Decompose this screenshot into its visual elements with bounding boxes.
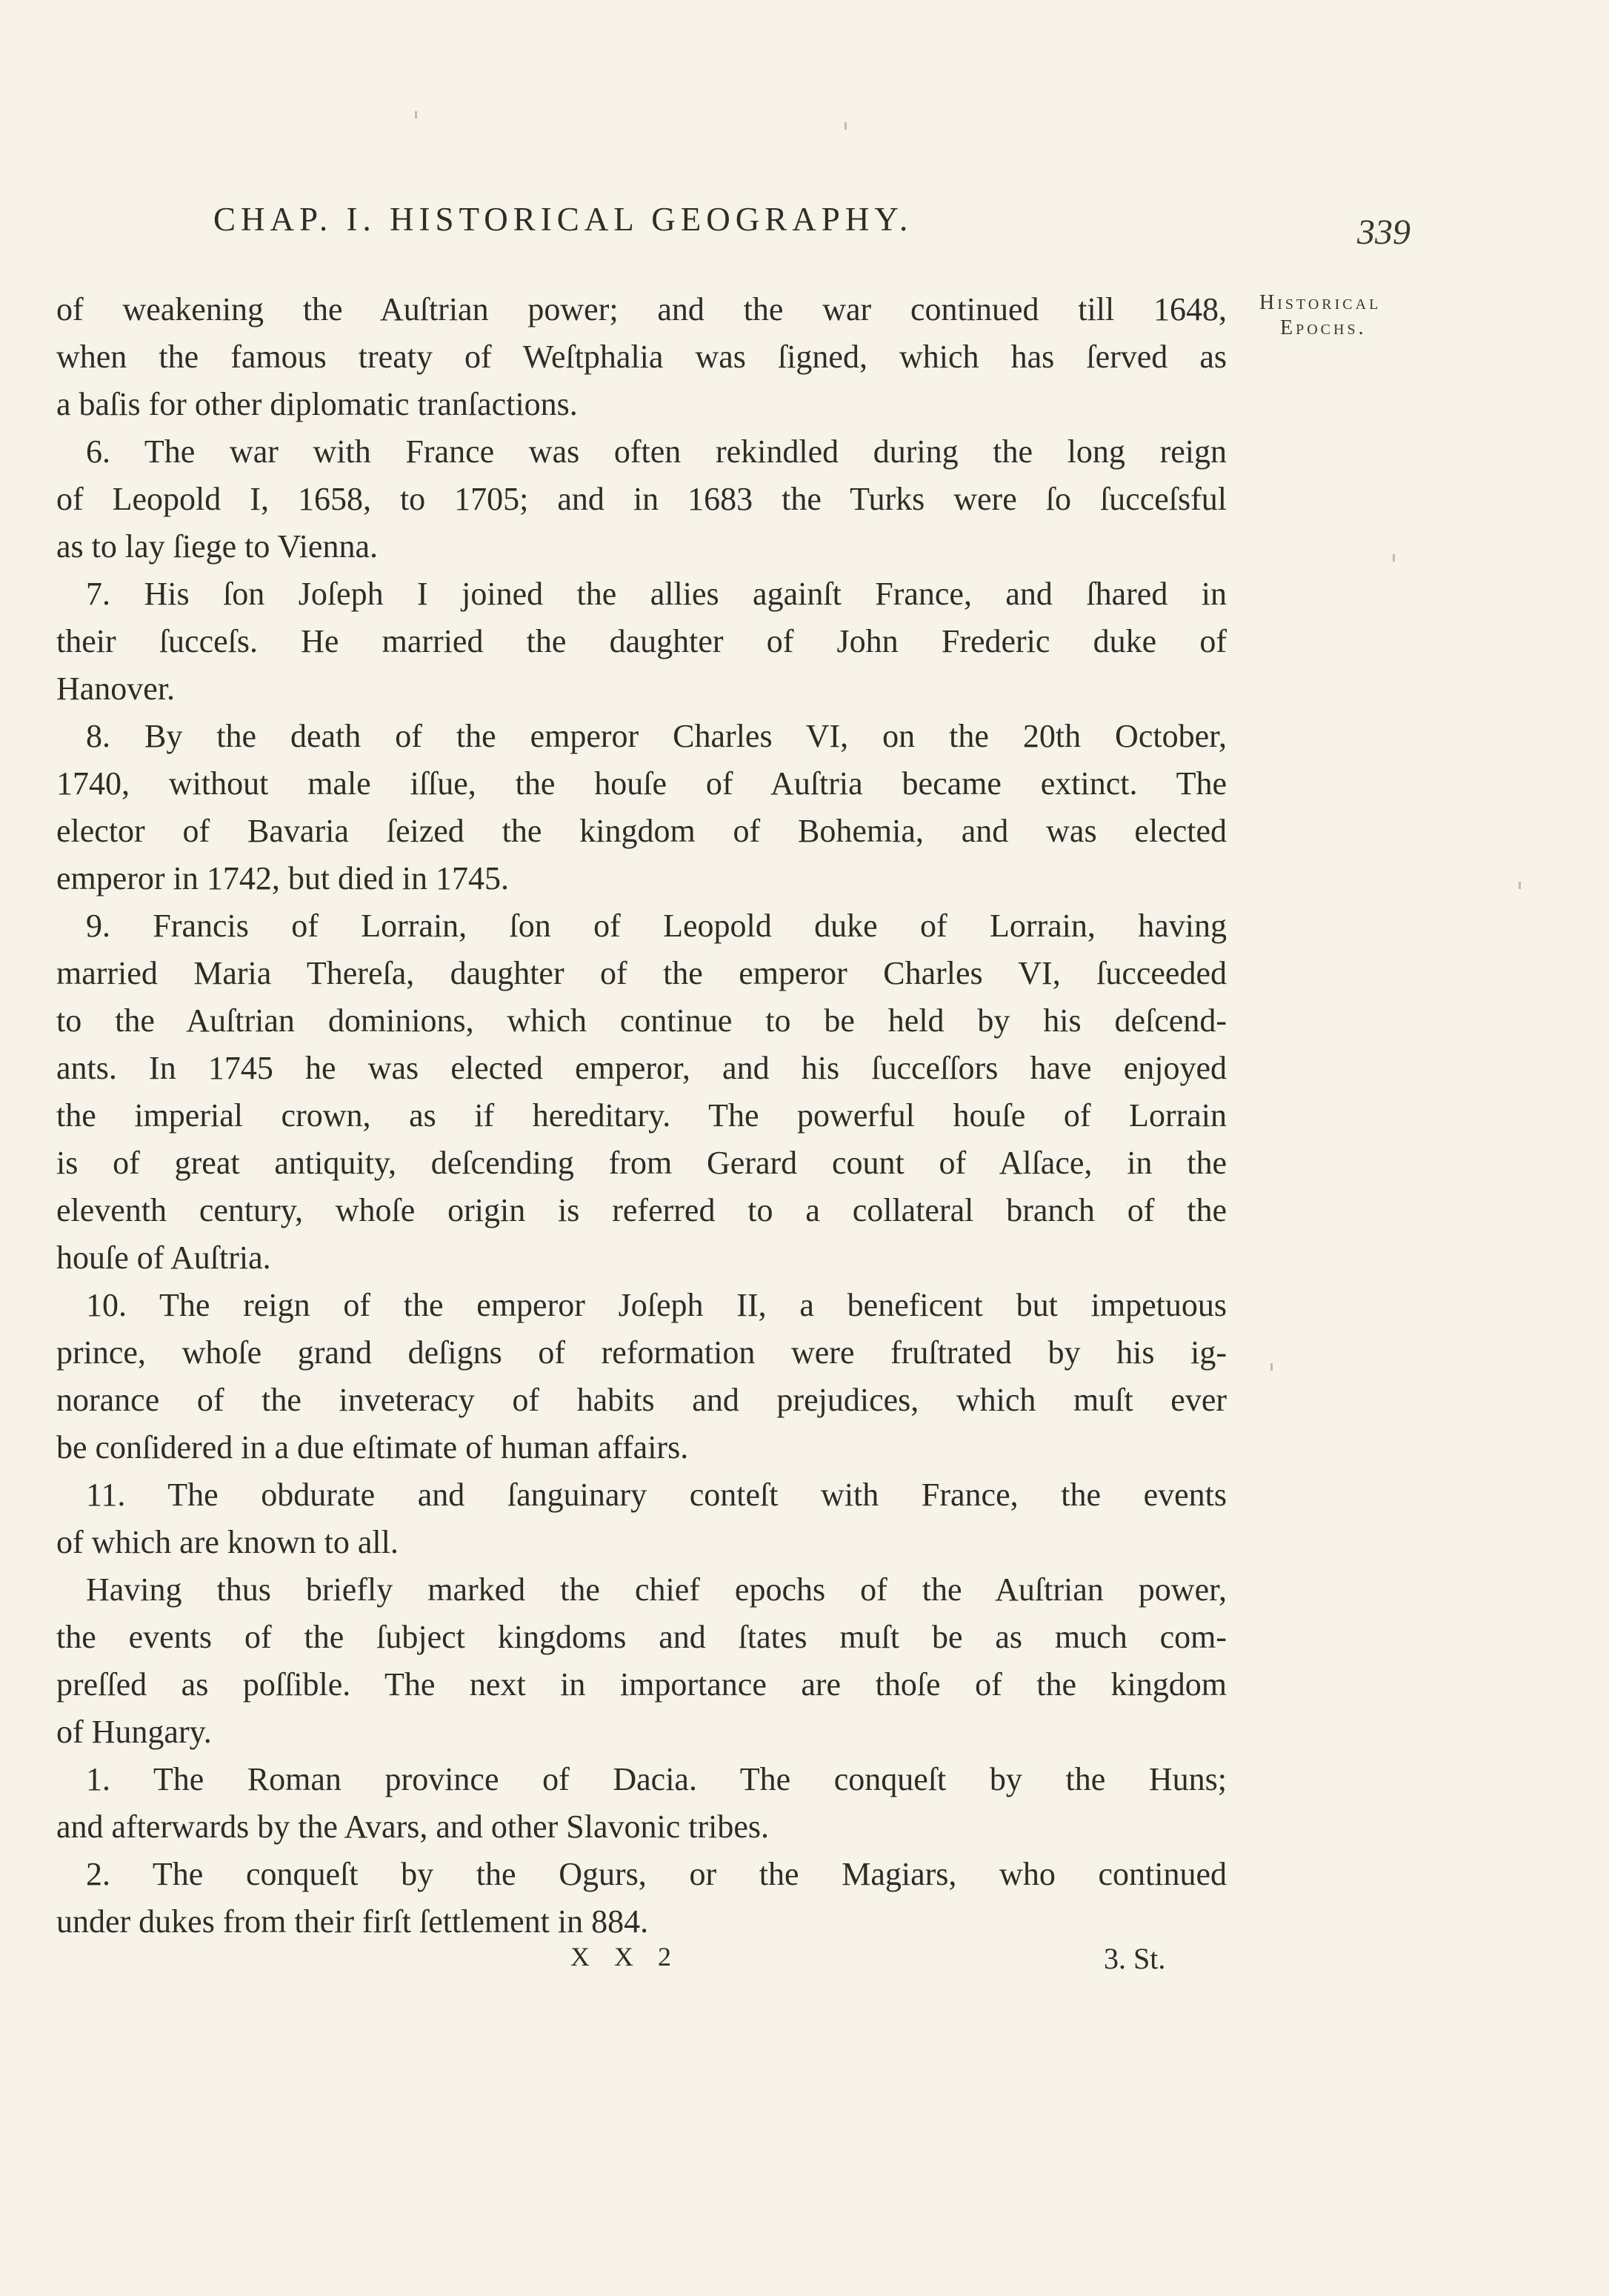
text-line: 1. The Roman province of Dacia. The conqueſt by the Huns;: [86, 1761, 1227, 1797]
paper-speck: [845, 122, 847, 130]
text-line: eleventh century, whoſe origin is referred to a collateral branch of the: [56, 1192, 1227, 1228]
text-line: as to lay ſiege to Vienna.: [56, 528, 378, 565]
paper-speck: [1519, 882, 1521, 889]
signature-mark: X X 2: [570, 1942, 680, 1971]
marginal-note-line: Epochs.: [1280, 316, 1367, 339]
body-text: [56, 286, 1227, 1946]
text-line: 6. The war with France was often rekindled during the long reign: [86, 433, 1227, 470]
text-line: 7. His ſon Joſeph I joined the allies againſt France, and ſhared in: [86, 576, 1227, 612]
text-line: 1740, without male iſſue, the houſe of Auſtria became extinct. The: [56, 765, 1227, 802]
text-line: Hanover.: [56, 671, 176, 707]
text-line: a baſis for other diplomatic tranſactions.: [56, 386, 578, 422]
running-head: CHAP. I. HISTORICAL GEOGRAPHY.: [213, 201, 913, 238]
marginal-note-line: Historical: [1259, 291, 1382, 314]
text-line: houſe of Auſtria.: [56, 1239, 271, 1276]
paper-speck: [1270, 1363, 1273, 1371]
text-line: Having thus briefly marked the chief epochs of the Auſtrian power,: [86, 1571, 1227, 1608]
text-line: preſſed as poſſible. The next in importance are thoſe of the kingdom: [56, 1666, 1227, 1703]
catchword: 3. St.: [1104, 1942, 1166, 1975]
text-line: of which are known to all.: [56, 1524, 399, 1560]
text-line: and afterwards by the Avars, and other Slavonic tribes.: [56, 1808, 770, 1845]
page-number: 339: [1357, 213, 1410, 252]
text-line: to the Auſtrian dominions, which continue to be held by his deſcend-: [56, 1002, 1227, 1039]
text-line: prince, whoſe grand deſigns of reformation were fruſtrated by his ig-: [56, 1334, 1227, 1371]
text-line: the events of the ſubject kingdoms and ſtates muſt be as much com-: [56, 1619, 1227, 1655]
text-line: the imperial crown, as if hereditary. The powerful houſe of Lorrain: [56, 1097, 1227, 1134]
text-line: when the famous treaty of Weſtphalia was ſigned, which has ſerved as: [56, 339, 1227, 375]
text-line: of weakening the Auſtrian power; and the war continued till 1648,: [56, 291, 1227, 327]
text-line: 11. The obdurate and ſanguinary conteſt with France, the events: [86, 1477, 1227, 1513]
paper-speck: [1393, 554, 1395, 562]
text-line: 2. The conqueſt by the Ogurs, or the Magiars, who continued: [86, 1856, 1227, 1892]
text-line: elector of Bavaria ſeized the kingdom of Bohemia, and was elected: [56, 813, 1227, 849]
text-line: their ſucceſs. He married the daughter of John Frederic duke of: [56, 623, 1227, 659]
text-line: be conſidered in a due eſtimate of human affairs.: [56, 1429, 689, 1465]
text-line: of Leopold I, 1658, to 1705; and in 1683 the Turks were ſo ſucceſsful: [56, 481, 1227, 517]
text-line: norance of the inveteracy of habits and prejudices, which muſt ever: [56, 1382, 1227, 1418]
page-footer: [0, 1941, 1609, 1986]
text-line: 8. By the death of the emperor Charles VI, on the 20th October,: [86, 718, 1227, 754]
text-line: emperor in 1742, but died in 1745.: [56, 860, 510, 896]
text-line: of Hungary.: [56, 1714, 212, 1750]
text-line: is of great antiquity, deſcending from Gerard count of Alſace, in the: [56, 1145, 1227, 1181]
text-line: under dukes from their firſt ſettlement in 884.: [56, 1903, 649, 1940]
text-line: 10. The reign of the emperor Joſeph II, a beneficent but impetuous: [86, 1287, 1227, 1323]
paper-speck: [415, 111, 417, 119]
text-line: 9. Francis of Lorrain, ſon of Leopold duke of Lorrain, having: [86, 908, 1227, 944]
marginal-note: [1259, 290, 1381, 341]
text-line: married Maria Thereſa, daughter of the emperor Charles VI, ſucceeded: [56, 955, 1227, 991]
text-line: ants. In 1745 he was elected emperor, and his ſucceſſors have enjoyed: [56, 1050, 1227, 1086]
